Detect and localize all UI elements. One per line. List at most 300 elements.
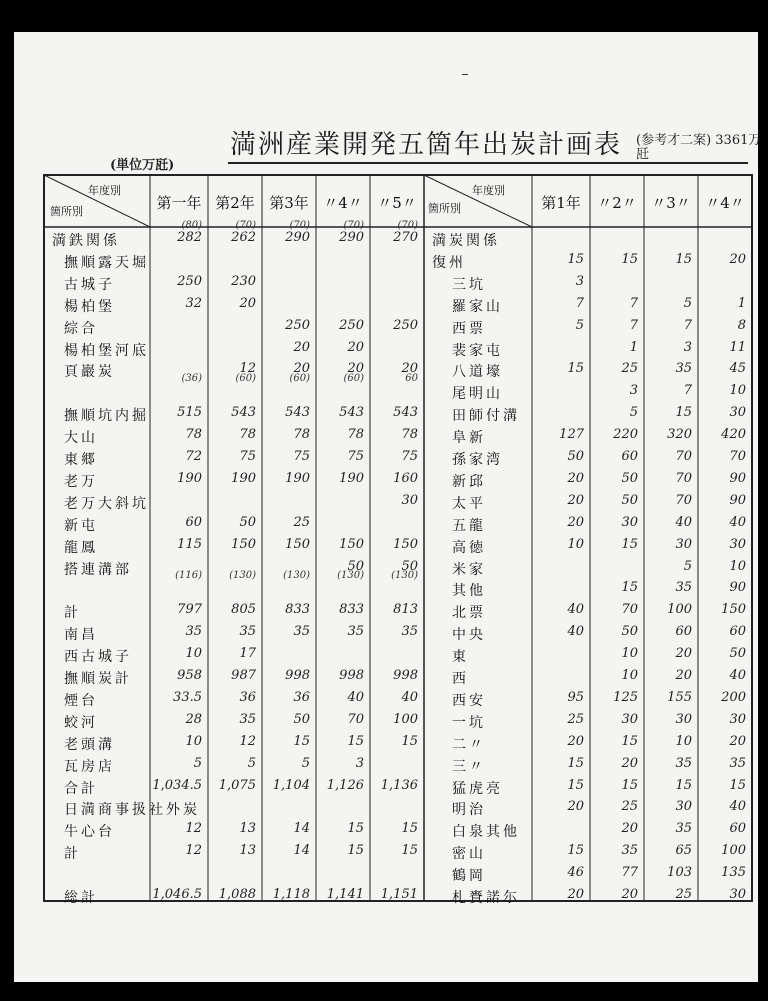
cell-value: 40 — [567, 624, 584, 640]
cell-value: 75 — [293, 449, 310, 464]
row-name: 田師付溝 — [452, 408, 520, 425]
cell-value: 5 — [193, 755, 202, 771]
cell-subvalue: (130) — [337, 570, 364, 582]
row-name: 西票 — [452, 320, 486, 337]
cell-subvalue: (60) — [235, 373, 256, 385]
cell-value: 833 — [285, 602, 310, 618]
cell-value: 1,088 — [218, 887, 256, 902]
cell-value: 230 — [231, 273, 256, 289]
cell-value: 155 — [667, 689, 692, 705]
cell-value: 15 — [567, 755, 584, 771]
cell-value: 78 — [239, 427, 256, 443]
row-name: 南昌 — [64, 627, 98, 644]
row-name: 白泉其他 — [452, 824, 520, 841]
cell-value: 100 — [667, 602, 692, 618]
cell-value: 15 — [621, 777, 638, 793]
cell-value: 20 — [675, 668, 692, 683]
cell-value: 320 — [667, 427, 692, 443]
cell-value: 30 — [729, 536, 746, 552]
cell-value: 797 — [177, 602, 202, 618]
cell-value: 15 — [675, 777, 692, 793]
cell-value: 40 — [729, 668, 746, 683]
cell-value: 50 — [729, 646, 746, 662]
row-name: 密山 — [452, 846, 486, 863]
cell-value: 420 — [721, 427, 746, 443]
cell-value: 78 — [347, 427, 364, 443]
cell-value: 35 — [185, 624, 202, 640]
cell-value: 35 — [347, 624, 364, 640]
row-name: 牛心台 — [64, 824, 115, 841]
cell-value: 3 — [629, 383, 638, 399]
cell-value: 50 — [239, 514, 256, 530]
cell-value: 77 — [621, 865, 638, 881]
cell-value: 75 — [347, 449, 364, 464]
right-year-3: 〃3〃 — [651, 194, 691, 212]
cell-value: 15 — [621, 251, 638, 267]
cell-value: 35 — [401, 624, 418, 640]
cell-value: 190 — [177, 470, 202, 486]
cell-value: 127 — [559, 427, 584, 443]
cell-subvalue: (130) — [391, 570, 418, 582]
cell-value: 1,046.5 — [152, 887, 202, 902]
cell-value: 90 — [729, 470, 746, 486]
cell-value: 35 — [675, 580, 692, 596]
row-name: 計 — [64, 605, 81, 622]
row-name: 撫順露天堀 — [64, 254, 149, 271]
cell-value: 5 — [683, 295, 692, 311]
left-corner-year-label: 年度別 — [88, 184, 121, 197]
cell-value: 90 — [729, 492, 746, 508]
row-name: 満鉄関係 — [52, 233, 120, 249]
row-name: 老万 — [64, 473, 98, 490]
cell-value: 78 — [401, 427, 418, 443]
cell-value: 15 — [567, 361, 584, 377]
cell-value: 15 — [621, 536, 638, 552]
row-name: 二〃 — [452, 736, 486, 753]
right-corner-year-label: 年度別 — [472, 184, 505, 197]
left-year-1: 第一年 — [156, 194, 202, 212]
cell-value: 15 — [675, 251, 692, 267]
cell-value: 1,151 — [380, 887, 418, 902]
cell-value: 75 — [239, 449, 256, 464]
row-name: 計 — [64, 846, 81, 863]
cell-value: 10 — [729, 558, 746, 574]
cell-value: 35 — [293, 624, 310, 640]
row-name: 龍鳳 — [64, 539, 98, 556]
cell-value: 282 — [177, 230, 202, 245]
cell-value: 100 — [393, 711, 418, 727]
cell-value: 40 — [729, 514, 746, 530]
row-name: 総計 — [64, 890, 98, 906]
cell-value: 15 — [401, 733, 418, 749]
cell-value: 65 — [675, 843, 692, 859]
row-name: 尾明山 — [452, 386, 503, 403]
row-name: 裴家屯 — [452, 342, 503, 359]
cell-value: 30 — [729, 711, 746, 727]
cell-value: 30 — [621, 514, 638, 530]
right-year-1: 第1年 — [541, 194, 581, 212]
cell-value: 32 — [185, 295, 202, 311]
row-name: 頁巖炭 — [64, 364, 115, 381]
cell-value: 543 — [393, 405, 418, 421]
cell-value: 30 — [729, 887, 746, 902]
cell-subvalue: (116) — [175, 570, 202, 582]
row-name: 満炭関係 — [432, 233, 500, 249]
cell-value: 150 — [339, 536, 364, 552]
cell-value: 15 — [675, 405, 692, 421]
row-name: 煙台 — [64, 692, 98, 709]
row-name: 老頭溝 — [64, 736, 115, 753]
row-name: 大山 — [64, 430, 98, 447]
cell-value: 25 — [293, 514, 310, 530]
cell-value: 35 — [675, 821, 692, 837]
cell-value: 50 — [567, 449, 584, 464]
cell-subvalue: (60) — [289, 373, 310, 385]
row-name: 三〃 — [452, 758, 486, 775]
cell-value: 10 — [621, 668, 638, 683]
cell-value: 20 — [347, 361, 364, 377]
row-name: 北票 — [452, 605, 486, 622]
cell-value: 13 — [239, 843, 256, 859]
cell-value: 1,141 — [326, 887, 364, 902]
left-year-3: 第3年 — [269, 194, 309, 212]
cell-value: 90 — [729, 580, 746, 596]
row-name: 三坑 — [452, 276, 486, 293]
cell-value: 958 — [177, 668, 202, 683]
cell-value: 20 — [239, 295, 256, 311]
cell-value: 15 — [621, 580, 638, 596]
cell-value: 20 — [567, 492, 584, 508]
cell-value: 60 — [185, 514, 202, 530]
cell-value: 10 — [185, 733, 202, 749]
cell-value: 12 — [239, 733, 256, 749]
cell-value: 70 — [729, 449, 746, 464]
row-name: 五龍 — [452, 517, 486, 534]
cell-value: 28 — [185, 711, 202, 727]
cell-value: 11 — [729, 339, 746, 355]
left-corner-place-label: 箇所別 — [50, 205, 83, 218]
row-name: 搭連溝部 — [64, 561, 132, 578]
cell-value: 15 — [347, 733, 364, 749]
cell-value: 20 — [675, 646, 692, 662]
row-name: 八道壕 — [452, 364, 503, 381]
cell-value: 20 — [567, 887, 584, 902]
cell-value: 290 — [339, 230, 364, 245]
cell-value: 3 — [575, 273, 584, 289]
cell-value: 290 — [285, 230, 310, 245]
cell-value: 20 — [621, 821, 638, 837]
row-name: 高徳 — [452, 539, 486, 556]
cell-value: 7 — [683, 383, 692, 399]
cell-value: 1,104 — [272, 777, 310, 793]
row-name: 新屯 — [64, 517, 98, 534]
cell-value: 998 — [339, 668, 364, 683]
row-name: 楊柏堡 — [64, 298, 115, 315]
row-name: 西安 — [452, 692, 486, 709]
cell-value: 20 — [347, 339, 364, 355]
cell-value: 1,126 — [326, 777, 364, 793]
cell-value: 20 — [293, 361, 310, 377]
cell-value: 60 — [675, 624, 692, 640]
row-name: 明治 — [452, 802, 486, 819]
row-name: 猛虎亮 — [452, 780, 503, 797]
right-year-4: 〃4〃 — [705, 194, 745, 212]
cell-value: 25 — [621, 361, 638, 377]
cell-value: 20 — [567, 514, 584, 530]
row-name: 新邱 — [452, 473, 486, 490]
cell-value: 15 — [347, 821, 364, 837]
cell-value: 70 — [621, 602, 638, 618]
cell-value: 1 — [629, 339, 638, 355]
cell-value: 20 — [567, 799, 584, 815]
cell-value: 15 — [621, 733, 638, 749]
cell-value: 15 — [347, 843, 364, 859]
cell-value: 190 — [339, 470, 364, 486]
row-name: 合計 — [64, 780, 98, 797]
cell-value: 40 — [675, 514, 692, 530]
cell-value: 15 — [401, 843, 418, 859]
cell-value: 15 — [567, 251, 584, 267]
cell-value: 987 — [231, 668, 256, 683]
cell-value: 14 — [293, 843, 310, 859]
cell-value: 78 — [293, 427, 310, 443]
left-year-5: 〃5〃 — [377, 194, 417, 212]
cell-value: 15 — [401, 821, 418, 837]
cell-value: 100 — [721, 843, 746, 859]
page-title: 満洲産業開発五箇年出炭計画表 — [230, 130, 623, 160]
cell-value: 40 — [401, 689, 418, 705]
row-name: 孫家湾 — [452, 452, 503, 468]
cell-value: 70 — [675, 492, 692, 508]
cell-value: 543 — [231, 405, 256, 421]
cell-value: 30 — [401, 492, 418, 508]
row-name: 東 — [452, 649, 469, 666]
row-name: 札賚諾尓 — [452, 890, 520, 906]
cell-value: 7 — [683, 317, 692, 333]
cell-value: 70 — [675, 470, 692, 486]
row-name: 中央 — [452, 627, 486, 644]
title-note: (参考才二案) 3361万瓩 — [636, 133, 762, 162]
cell-value: 10 — [185, 646, 202, 662]
cell-value: 5 — [629, 405, 638, 421]
cell-value: 998 — [285, 668, 310, 683]
cell-value: 25 — [621, 799, 638, 815]
unit-label: (単位万瓩) — [110, 158, 175, 173]
cell-value: 35 — [675, 361, 692, 377]
cell-value: 220 — [613, 427, 638, 443]
cell-value: 150 — [393, 536, 418, 552]
row-name: 老万大斜坑 — [64, 495, 149, 512]
cell-value: 10 — [621, 646, 638, 662]
cell-value: 10 — [729, 383, 746, 399]
cell-value: 5 — [247, 755, 256, 771]
cell-value: 12 — [239, 361, 256, 377]
cell-value: 543 — [339, 405, 364, 421]
cell-value: 60 — [729, 624, 746, 640]
cell-subvalue: (70) — [397, 220, 418, 231]
cell-value: 72 — [185, 449, 202, 464]
cell-value: 250 — [285, 317, 310, 333]
cell-value: 30 — [675, 536, 692, 552]
cell-value: 250 — [339, 317, 364, 333]
cell-value: 50 — [401, 558, 418, 574]
cell-value: 36 — [239, 689, 256, 705]
cell-subvalue: (130) — [229, 570, 256, 582]
cell-value: 998 — [393, 668, 418, 683]
cell-subvalue: (130) — [283, 570, 310, 582]
cell-value: 70 — [347, 711, 364, 727]
cell-value: 8 — [737, 317, 746, 333]
row-name: 撫順炭計 — [64, 671, 132, 687]
cell-value: 25 — [567, 711, 584, 727]
cell-value: 12 — [185, 821, 202, 837]
cell-subvalue: (70) — [343, 220, 364, 231]
cell-value: 40 — [729, 799, 746, 815]
row-name: 撫順坑内掘 — [64, 408, 149, 425]
cell-value: 20 — [621, 887, 638, 902]
row-name: 阜新 — [452, 430, 486, 447]
left-year-2: 第2年 — [215, 194, 255, 212]
cell-value: 36 — [293, 689, 310, 705]
cell-value: 150 — [285, 536, 310, 552]
cell-value: 20 — [729, 733, 746, 749]
cell-value: 50 — [621, 470, 638, 486]
cell-value: 35 — [621, 843, 638, 859]
cell-value: 75 — [401, 449, 418, 464]
cell-value: 1 — [737, 295, 746, 311]
cell-value: 15 — [729, 777, 746, 793]
cell-value: 1,118 — [272, 887, 310, 902]
cell-value: 35 — [675, 755, 692, 771]
cell-value: 30 — [675, 711, 692, 727]
row-name: 一坑 — [452, 714, 486, 731]
cell-value: 543 — [285, 405, 310, 421]
cell-value: 33.5 — [173, 689, 202, 705]
row-name: 米家 — [452, 561, 486, 578]
cell-value: 78 — [185, 427, 202, 443]
cell-value: 103 — [667, 865, 692, 881]
cell-value: 50 — [347, 558, 364, 574]
cell-value: 10 — [567, 536, 584, 552]
cell-value: 15 — [293, 733, 310, 749]
cell-value: 7 — [629, 295, 638, 311]
cell-subvalue: (36) — [181, 373, 202, 385]
cell-value: 3 — [683, 339, 692, 355]
cell-value: 115 — [177, 536, 202, 552]
cell-value: 40 — [567, 602, 584, 618]
cell-value: 125 — [613, 689, 638, 705]
cell-value: 50 — [621, 624, 638, 640]
cell-value: 20 — [621, 755, 638, 771]
cell-value: 135 — [721, 865, 746, 881]
cell-value: 25 — [675, 887, 692, 902]
cell-value: 813 — [393, 602, 418, 618]
cell-value: 5 — [301, 755, 310, 771]
cell-value: 13 — [239, 821, 256, 837]
cell-value: 190 — [285, 470, 310, 486]
cell-value: 60 — [729, 821, 746, 837]
cell-value: 14 — [293, 821, 310, 837]
cell-value: 262 — [231, 230, 256, 245]
cell-subvalue: (70) — [289, 220, 310, 231]
cell-value: 200 — [721, 689, 746, 705]
cell-value: 5 — [575, 317, 584, 333]
cell-value: 250 — [393, 317, 418, 333]
cell-value: 17 — [239, 646, 256, 662]
cell-value: 5 — [683, 558, 692, 574]
cell-value: 95 — [567, 689, 584, 705]
cell-subvalue: (70) — [235, 220, 256, 231]
row-name: 復州 — [432, 254, 466, 271]
row-name: 西古城子 — [64, 649, 132, 666]
cell-value: 70 — [675, 449, 692, 464]
cell-value: 3 — [355, 755, 364, 771]
cell-value: 150 — [721, 602, 746, 618]
cell-value: 15 — [567, 777, 584, 793]
left-year-4: 〃4〃 — [323, 194, 363, 212]
cell-value: 250 — [177, 273, 202, 289]
cell-subvalue: 60 — [405, 373, 418, 385]
cell-value: 30 — [675, 799, 692, 815]
cell-value: 30 — [729, 405, 746, 421]
cell-value: 10 — [675, 733, 692, 749]
cell-value: 60 — [621, 449, 638, 464]
right-corner-place-label: 箇所別 — [428, 202, 461, 215]
row-name: 日満商事扱社外炭 — [64, 802, 200, 819]
cell-value: 1,034.5 — [152, 777, 202, 793]
row-name: 古城子 — [64, 276, 115, 293]
cell-value: 20 — [567, 470, 584, 486]
right-year-2: 〃2〃 — [597, 194, 637, 212]
row-name: 西 — [452, 671, 469, 687]
cell-subvalue: (80) — [181, 220, 202, 231]
cell-value: 46 — [567, 865, 584, 881]
row-name: 瓦房店 — [64, 758, 115, 775]
row-name: 其他 — [452, 583, 486, 600]
cell-value: 20 — [293, 339, 310, 355]
cell-value: 35 — [239, 624, 256, 640]
cell-value: 35 — [729, 755, 746, 771]
row-name: 蛟河 — [64, 714, 98, 731]
cell-value: 270 — [393, 230, 418, 245]
row-name: 楊柏堡河底 — [64, 342, 149, 359]
cell-value: 160 — [393, 470, 418, 486]
cell-value: 515 — [177, 405, 202, 421]
cell-value: 15 — [567, 843, 584, 859]
cell-value: 150 — [231, 536, 256, 552]
cell-value: 7 — [629, 317, 638, 333]
row-name: 綜合 — [64, 320, 98, 337]
cell-value: 1,075 — [218, 777, 256, 793]
cell-value: 20 — [729, 251, 746, 267]
row-name: 太平 — [452, 495, 486, 512]
cell-value: 190 — [231, 470, 256, 486]
cell-value: 35 — [239, 711, 256, 727]
row-name: 東郷 — [64, 452, 98, 468]
cell-value: 805 — [231, 602, 256, 618]
cell-value: 20 — [567, 733, 584, 749]
cell-value: 12 — [185, 843, 202, 859]
cell-value: 30 — [621, 711, 638, 727]
cell-value: 45 — [729, 361, 746, 377]
row-name: 鶴岡 — [452, 868, 486, 885]
cell-value: 1,136 — [380, 777, 418, 793]
cell-value: 833 — [339, 602, 364, 618]
row-name: 羅家山 — [452, 298, 503, 315]
cell-value: 40 — [347, 689, 364, 705]
cell-value: 7 — [575, 295, 584, 311]
cell-subvalue: (60) — [343, 373, 364, 385]
